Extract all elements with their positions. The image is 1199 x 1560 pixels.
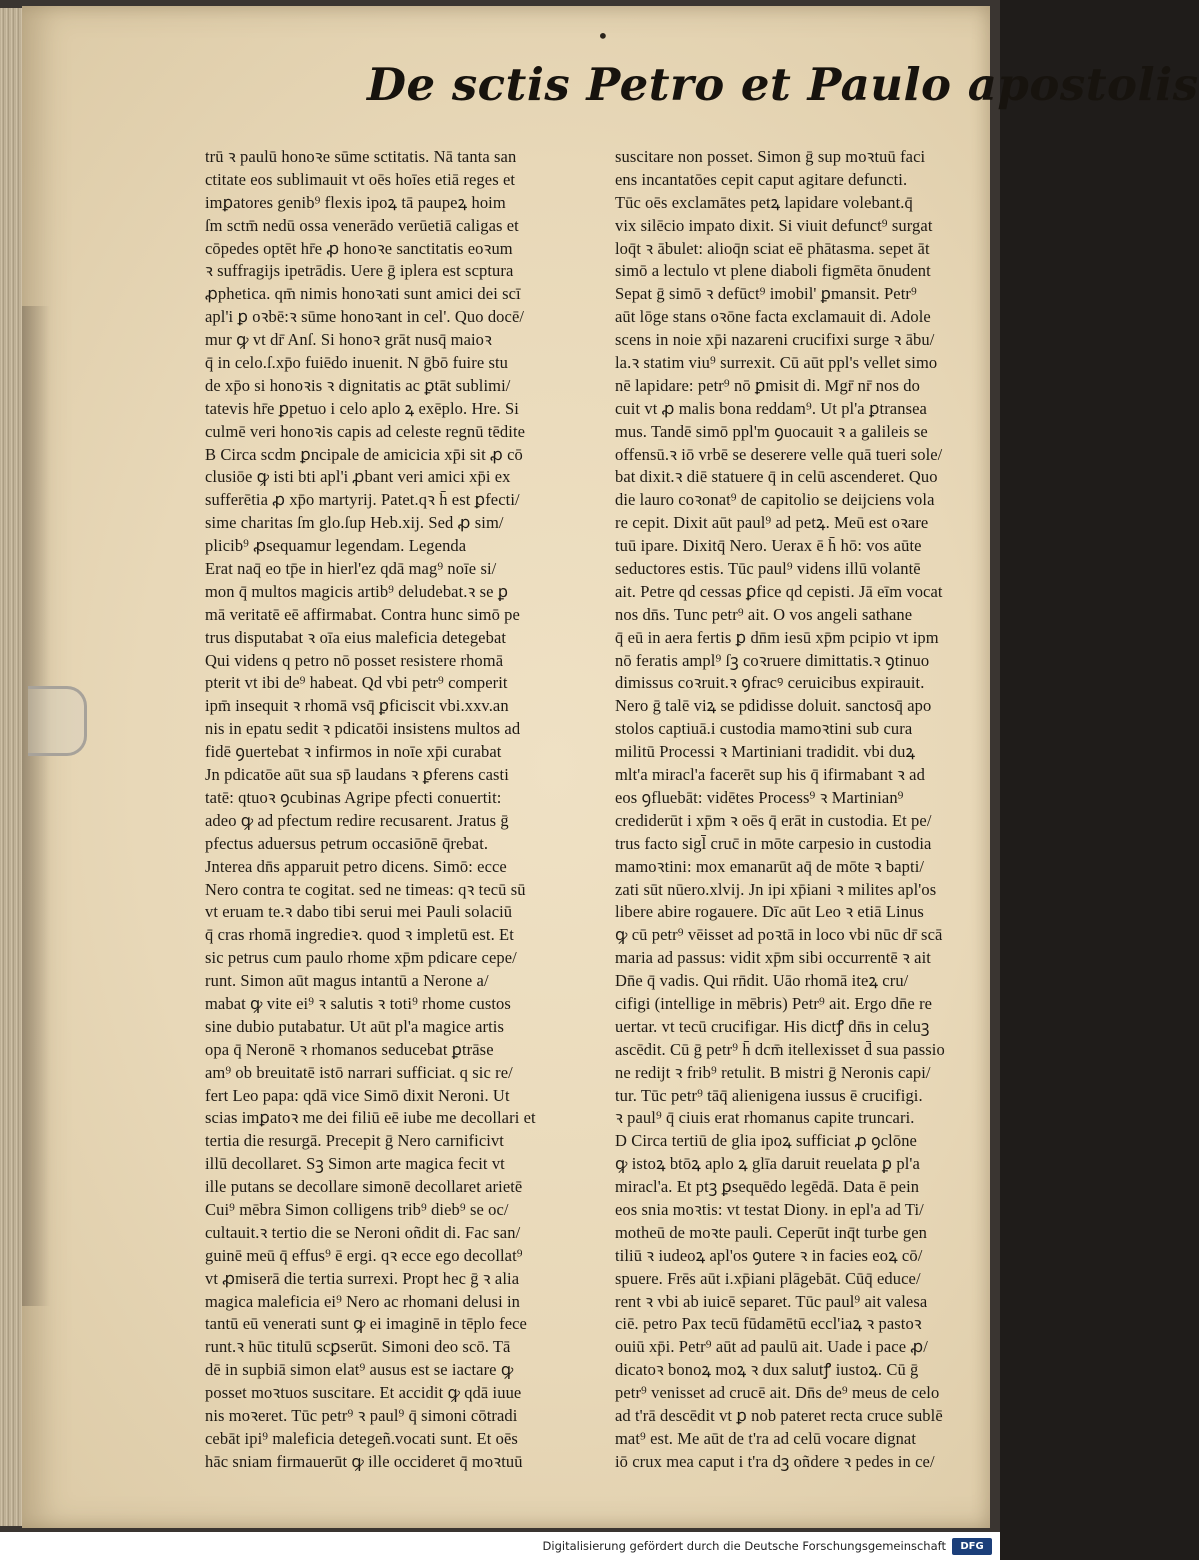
text-line: cebāt ipi⁹ maleficia detegeñ.vocati sunt. Et oēs	[205, 1428, 518, 1448]
text-line: ciē. petro Pax tecū fūdamētū eccl'iaꝝ ꝛ pastoꝛ	[615, 1314, 922, 1334]
text-line: miracl'a. Et ptꝫ ꝑsequēdo legēdā. Data ē pein	[615, 1177, 920, 1197]
text-line: cuit vt ꝓ malis bona reddam⁹. Ut pl'a ꝑtransea	[615, 398, 927, 418]
text-line: mur ꝙ vt dr̄ Anſ. Si honoꝛ grāt nusq̄ maioꝛ	[205, 330, 492, 350]
text-line: guinē meū q̄ effus⁹ ē ergi. qꝛ ecce ego decollat⁹	[205, 1245, 523, 1265]
text-line: apl'i ꝑ oꝛbē:ꝛ sūme honoꝛant in cel'. Quo docē/	[205, 307, 525, 327]
text-line: q̄ cras rhomā ingredieꝛ. quod ꝛ impletū est. Et	[205, 925, 514, 945]
text-line: scens in noie xp̄i nazareni crucifixi surge ꝛ ābu/	[615, 330, 935, 350]
text-line: magica maleficia ei⁹ Nero ac rhomani delusi in	[205, 1291, 521, 1311]
text-line: maria ad passus: vidit xp̄m sibi occurrentē ꝛ ait	[615, 948, 931, 968]
text-line: spuere. Frēs aūt i.xp̄iani plāgebāt. Cūq̄ educe/	[615, 1268, 921, 1288]
text-line: ꝛ paul⁹ q̄ ciuis erat rhomanus capite truncari.	[615, 1108, 915, 1128]
text-line: crediderūt i xp̄m ꝛ oēs q̄ erāt in custodia. Et pe/	[615, 810, 932, 830]
text-line: ſm sctm̄ nedū ossa venerādo verūetiā caligas et	[205, 215, 519, 235]
text-line: nos dn̄s. Tunc petr⁹ ait. O vos angeli sathane	[615, 604, 913, 624]
text-line: pfectus aduersus petrum occasiōnē q̄rebat.	[205, 833, 489, 853]
text-line: am⁹ ob breuitatē istō narrari sufficiat. q sic re/	[205, 1062, 513, 1082]
dfg-logo-icon: DFG	[952, 1538, 992, 1555]
digitization-footer	[0, 1532, 1000, 1560]
text-line: dē in supbiā simon elat⁹ ausus est se iactare ꝙ	[205, 1360, 514, 1380]
right-text-column	[615, 146, 990, 1474]
page-mark: •	[597, 24, 609, 48]
text-line: libere abire rogauere. Dīc aūt Leo ꝛ etiā Linus	[615, 902, 924, 922]
text-line: Nero ḡ talē viꝝ se pdidisse doluit. sanctosq̄ apo	[615, 696, 932, 716]
text-line: uertar. vt tecū crucifigar. His dictꝭ dn̄s in celuꝫ	[615, 1016, 930, 1036]
text-line: mabat ꝙ vite ei⁹ ꝛ salutis ꝛ toti⁹ rhome custos	[205, 993, 511, 1013]
text-line: tatē: qtuoꝛ ꝯcubinas Agripe pfecti conuertit:	[205, 787, 502, 807]
text-line: mamoꝛtini: mox emanarūt aq̄ de mōte ꝛ bapti/	[615, 856, 925, 876]
text-line: Sepat ḡ simō ꝛ defūct⁹ imobil' ꝑmansit. Petr⁹	[615, 284, 917, 304]
text-line: dicatoꝛ bonoꝝ moꝝ ꝛ dux salutꝭ iustoꝝ. Cū ḡ	[615, 1360, 919, 1380]
text-line: seductores estis. Tūc paul⁹ videns illū volantē	[615, 559, 921, 579]
text-line: ctitate eos sublimauit vt oēs hoīes etiā reges et	[205, 169, 516, 189]
text-line: culmē veri honoꝛis capis ad celeste regnū tēdite	[205, 421, 526, 441]
text-line: offensū.ꝛ iō vrbē se deserere velle quā tueri sole/	[615, 444, 943, 464]
text-line: die lauro coꝛonat⁹ de capitolio se deijciens vola	[615, 490, 935, 510]
text-line: ad t'rā descēdit vt ꝑ nob pateret recta cruce sublē	[615, 1405, 943, 1425]
text-line: ꝛ suffragijs ipetrādis. Uere ḡ iplera est scptura	[205, 261, 514, 281]
text-line: fert Leo papa: qdā vice Simō dixit Neroni. Ut	[205, 1085, 510, 1105]
text-line: ens incantatōes cepit caput agitare defuncti.	[615, 169, 908, 189]
text-line: Jnterea dn̄s apparuit petro dicens. Simō: ecce	[205, 856, 507, 876]
text-line: Jn pdicatōe aūt sua sp̄ laudans ꝛ ꝑferens casti	[205, 765, 509, 785]
text-line: nō feratis ampl⁹ ſꝫ coꝛruere dimittatis.ꝛ ꝯtinuo	[615, 650, 930, 670]
text-line: ꝙ istoꝝ btōꝝ aplo ꝝ glīa daruit reuelata ꝑ pl'a	[615, 1154, 920, 1174]
text-line: vt eruam te.ꝛ dabo tibi serui mei Pauli solaciū	[205, 902, 513, 922]
text-line: Cui⁹ mēbra Simon colligens trib⁹ dieb⁹ se oc/	[205, 1199, 509, 1219]
text-line: adeo ꝙ ad pfectum redire recusarent. Jratus ḡ	[205, 810, 509, 830]
text-line: trus facto sigl̄ cruc̄ in mōte carpesio in custodia	[615, 833, 932, 853]
text-line: loq̄t ꝛ ābulet: alioq̄n sciat eē phātasma. sepet āt	[615, 238, 930, 258]
text-line: tiliū ꝛ iudeoꝝ apl'os ꝯutere ꝛ in facies eoꝝ cō/	[615, 1245, 923, 1265]
text-line: eos ꝯfluebāt: vidētes Process⁹ ꝛ Martinian⁹	[615, 787, 904, 807]
text-line: hāc sniam firmauerūt ꝙ ille occideret q̄ moꝛtuū	[205, 1451, 523, 1471]
text-line: zati sūt nūero.xlvij. Jn ipi xp̄iani ꝛ milites apl'os	[615, 879, 937, 899]
text-line: dimissus coꝛruit.ꝛ ꝯfracꝰ ceruicibus expirauit.	[615, 673, 925, 693]
text-line: sime charitas ſm glo.ſup Heb.xij. Sed ꝓ sim/	[205, 513, 504, 533]
text-line: militū Processi ꝛ Martiniani tradidit. vbi duꝝ	[615, 742, 916, 762]
text-line: aūt lōge stans oꝛōne facta exclamauit di. Adole	[615, 307, 931, 327]
text-line: cultauit.ꝛ tertio die se Neroni oñdit di. Fac san/	[205, 1222, 521, 1242]
text-line: cōpedes optēt hr̄e ꝓ honoꝛe sanctitatis eoꝛum	[205, 238, 513, 258]
footer-credit: Digitalisierung gefördert durch die Deutsche Forschungsgemeinschaft	[542, 1539, 946, 1553]
text-line: nē lapidare: petr⁹ nō ꝑmisit di. Mgr̄ nr̄ nos do	[615, 375, 920, 395]
text-line: Qui videns q petro nō posset resistere rhomā	[205, 650, 504, 670]
text-line: tantū eū venerati sunt ꝙ ei imaginē in tēplo fece	[205, 1314, 527, 1334]
text-line: runt.ꝛ hūc titulū scꝑserūt. Simoni deo scō. Tā	[205, 1337, 511, 1357]
text-line: Nero contra te cogitat. sed ne timeas: qꝛ tecū sū	[205, 879, 526, 899]
text-line: scias imꝑatoꝛ me dei filiū eē iube me decollari et	[205, 1108, 536, 1128]
text-line: posset moꝛtuos suscitare. Et accidit ꝙ qdā iuue	[205, 1383, 522, 1403]
text-line: nis in epatu sedit ꝛ pdicatōi insistens multos ad	[205, 719, 521, 739]
text-line: petr⁹ venisset ad crucē ait. Dn̄s de⁹ meus de celo	[615, 1383, 940, 1403]
text-line: ascēdit. Cū ḡ petr⁹ h̄ dcm̄ itellexisset d̄ sua passio	[615, 1039, 945, 1059]
text-line: suscitare non posset. Simon ḡ sup moꝛtuū faci	[615, 147, 926, 166]
text-line: tur. Tūc petr⁹ tāq̄ alienigena iussus ē crucifigi.	[615, 1085, 923, 1105]
text-line: mus. Tandē simō ppl'm ꝯuocauit ꝛ a galileis se	[615, 421, 928, 441]
text-line: bat dixit.ꝛ diē statuere q̄ in celū ascenderet. Quo	[615, 467, 938, 487]
text-line: q̄ in celo.ſ.xp̄o fuiēdo inuenit. N ḡbō fuire stu	[205, 353, 509, 373]
text-line: fidē ꝯuertebat ꝛ infirmos in noīe xp̄i curabat	[205, 742, 502, 762]
text-line: mat⁹ est. Me aūt de t'ra ad celū vocare dignat	[615, 1428, 917, 1448]
text-line: la.ꝛ statim viu⁹ surrexit. Cū aūt ppl's vellet simo	[615, 353, 938, 373]
clip-icon	[28, 686, 87, 756]
running-header: De sctis Petro et Paulo apostolis	[367, 58, 1199, 111]
text-line: eos snia moꝛtis: vt testat Diony. in epl'a ad Ti/	[615, 1199, 924, 1219]
text-line: simō a lectulo vt plene diaboli figmēta ōnudent	[615, 261, 931, 281]
text-line: B Circa scdm ꝑncipale de amicicia xp̄i sit ꝓ cō	[205, 444, 523, 464]
text-line: motheū de moꝛte pauli. Ceperūt inq̄t turbe gen	[615, 1222, 927, 1242]
text-line: trū ꝛ paulū honoꝛe sūme sctitatis. Nā tanta san	[205, 147, 517, 166]
text-line: sine dubio putabatur. Ut aūt pl'a magice artis	[205, 1016, 504, 1036]
text-line: Tūc oēs exclamātes petꝝ lapidare volebant.q̄	[615, 192, 913, 212]
left-text-column	[205, 146, 600, 1474]
text-line: re cepit. Dixit aūt paul⁹ ad petꝝ. Meū est oꝛare	[615, 513, 929, 533]
text-line: tuū ipare. Dixitq̄ Nero. Uerax ē h̄ hō: vos aūte	[615, 536, 922, 556]
text-line: runt. Simon aūt magus intantū a Nerone a/	[205, 971, 489, 991]
book-page-edges	[0, 8, 23, 1526]
text-line: rent ꝛ vbi ab iuicē separet. Tūc paul⁹ ait valesa	[615, 1291, 928, 1311]
text-line: ꝓphetica. qm̄ nimis honoꝛati sunt amici dei scī	[205, 284, 521, 304]
text-line: tertia die resurgā. Precepit ḡ Nero carnificivt	[205, 1131, 504, 1151]
text-line: sufferētia ꝓ xp̄o martyrij. Patet.qꝛ h̄ est ꝑfecti/	[205, 490, 520, 510]
text-line: illū decollaret. Sꝫ Simon arte magica fecit vt	[205, 1154, 505, 1174]
text-line: imꝑatores genib⁹ flexis ipoꝝ tā paupeꝝ hoim	[205, 192, 506, 212]
text-line: mon q̄ multos magicis artib⁹ deludebat.ꝛ se ꝑ	[205, 581, 509, 601]
text-line: q̄ eū in aera fertis ꝑ dn̄m iesū xp̄m pcipio vt ipm	[615, 627, 939, 647]
text-line: trus disputabat ꝛ oīa eius maleficia detegebat	[205, 627, 507, 647]
text-line: ne redijt ꝛ frib⁹ retulit. B mistri ḡ Neronis capi/	[615, 1062, 931, 1082]
text-line: ait. Petre qd cessas ꝑfice qd cepisti. Jā eīm vocat	[615, 581, 943, 601]
text-line: stolos captiuā.i custodia mamoꝛtini sub cura	[615, 719, 913, 739]
text-line: tatevis hr̄e ꝑpetuo i celo aplo ꝝ exēplo. Hre. Si	[205, 398, 519, 418]
text-line: vt ꝓmiserā die tertia surrexi. Propt hec ḡ ꝛ alia	[205, 1268, 520, 1288]
text-line: de xp̄o si honoꝛis ꝛ dignitatis ac ꝑtāt sublimi/	[205, 375, 511, 395]
text-line: ꝙ cū petr⁹ vēisset ad poꝛtā in loco vbi nūc dr̄ scā	[615, 925, 943, 945]
text-line: mlt'a miracl'a facerēt sup his q̄ ifirmabant ꝛ ad	[615, 765, 925, 785]
text-line: plicib⁹ ꝓsequamur legendam. Legenda	[205, 536, 467, 556]
text-line: cifigi (intellige in mēbris) Petr⁹ ait. Ergo dn̄e re	[615, 993, 933, 1013]
text-line: ille putans se decollare simonē decollaret arietē	[205, 1177, 523, 1197]
text-line: vix silēcio impato dixit. Si viuit defunct⁹ surgat	[615, 215, 933, 235]
text-line: iō crux mea caput i t'ra dꝫ oñdere ꝛ pedes in ce/	[615, 1451, 935, 1471]
gutter-shadow	[22, 306, 50, 1306]
text-line: sic petrus cum paulo rhome xp̄m pdicare cepe/	[205, 948, 517, 968]
text-line: pterit vt ibi de⁹ habeat. Qd vbi petr⁹ comperit	[205, 673, 508, 693]
text-line: mā veritatē eē affirmabat. Contra hunc simō pe	[205, 604, 520, 624]
text-line: ouiū xp̄i. Petr⁹ aūt ad paulū ait. Uade i pace ꝓ/	[615, 1337, 928, 1357]
text-line: Dn̄e q̄ vadis. Qui rn̄dit. Uāo rhomā iteꝝ cru/	[615, 971, 909, 991]
text-line: Erat naq̄ eo tp̄e in hierl'ez qdā mag⁹ noīe si/	[205, 559, 497, 579]
book-page	[22, 6, 1199, 1528]
text-line: D Circa tertiū de glia ipoꝝ sufficiat ꝓ ꝯclōne	[615, 1131, 917, 1151]
text-line: nis moꝛeret. Tūc petr⁹ ꝛ paul⁹ q̄ simoni cōtradi	[205, 1405, 518, 1425]
text-line: opa q̄ Neronē ꝛ rhomanos seducebat ꝑtrāse	[205, 1039, 494, 1059]
text-line: clusiōe ꝙ isti bti apl'i ꝓbant veri amici xp̄i ex	[205, 467, 511, 487]
text-line: ipm̄ insequit ꝛ rhomā vsq̄ ꝑficiscit vbi.xxv.an	[205, 696, 509, 716]
